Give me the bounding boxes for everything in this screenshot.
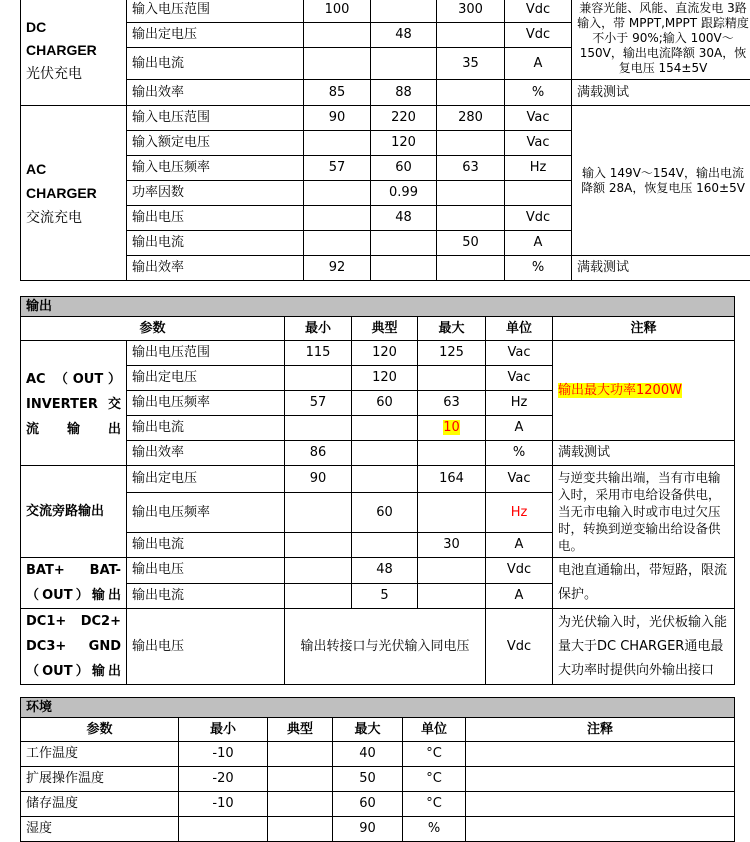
ac-typ: 48	[371, 206, 437, 231]
header-unit: 单位	[486, 317, 553, 341]
bat-typ: 48	[352, 558, 418, 584]
inverter-min	[285, 366, 352, 391]
input-table	[20, 0, 750, 281]
inverter-max: 63	[418, 391, 486, 416]
ac-unit: Vac	[505, 106, 572, 131]
dc-min	[304, 48, 371, 80]
env-param: 湿度	[21, 817, 179, 842]
env-header-param: 参数	[21, 718, 179, 742]
bypass-typ	[352, 466, 418, 493]
dc-charger-group	[21, 0, 127, 106]
dc-out-unit: Vdc	[486, 609, 553, 685]
inverter-typ	[352, 441, 418, 466]
env-typ	[268, 792, 333, 817]
env-min: -10	[179, 792, 268, 817]
bypass-group: 交流旁路输出	[21, 466, 127, 558]
inverter-param: 输出定电压	[127, 366, 285, 391]
dc-unit: Vdc	[505, 23, 572, 48]
inverter-param: 输出效率	[127, 441, 285, 466]
env-max: 50	[333, 767, 403, 792]
dc-charger-label-cn: 光伏充电	[26, 62, 121, 85]
inverter-eff-note: 满载测试	[553, 441, 735, 466]
inverter-typ: 120	[352, 366, 418, 391]
inverter-note-cell	[553, 341, 735, 441]
output-section-title: 输出	[21, 297, 735, 317]
inverter-unit: Hz	[486, 391, 553, 416]
ac-min	[304, 206, 371, 231]
dc-unit: A	[505, 48, 572, 80]
ac-unit	[505, 181, 572, 206]
inverter-note: 输出最大功率1200W	[558, 383, 682, 398]
ac-typ	[371, 231, 437, 256]
ac-typ: 60	[371, 156, 437, 181]
dc-eff-note: 满载测试	[572, 80, 750, 106]
ac-param: 输入额定电压	[127, 131, 304, 156]
env-min: -10	[179, 742, 268, 767]
env-header-max: 最大	[333, 718, 403, 742]
ac-typ	[371, 256, 437, 281]
inverter-param: 输出电压频率	[127, 391, 285, 416]
bat-group: BAT+ BAT-（OUT）输出	[21, 558, 127, 609]
ac-param: 功率因数	[127, 181, 304, 206]
ac-param: 输出效率	[127, 256, 304, 281]
bypass-min: 90	[285, 466, 352, 493]
dc-max: 300	[437, 0, 505, 23]
env-max: 90	[333, 817, 403, 842]
dc-typ: 88	[371, 80, 437, 106]
inverter-max	[418, 441, 486, 466]
inverter-group: AC （OUT）INVERTER 交流输出	[21, 341, 127, 466]
env-min	[179, 817, 268, 842]
bypass-typ: 60	[352, 493, 418, 533]
header-note: 注释	[553, 317, 735, 341]
dc-min: 100	[304, 0, 371, 23]
ac-unit: Vac	[505, 131, 572, 156]
header-max: 最大	[418, 317, 486, 341]
bypass-unit: A	[486, 533, 553, 558]
ac-max	[437, 181, 505, 206]
bypass-param: 输出定电压	[127, 466, 285, 493]
ac-typ: 0.99	[371, 181, 437, 206]
inverter-unit: A	[486, 416, 553, 441]
env-param: 扩展操作温度	[21, 767, 179, 792]
env-max: 60	[333, 792, 403, 817]
bypass-min	[285, 493, 352, 533]
ac-max	[437, 256, 505, 281]
bat-unit: Vdc	[486, 558, 553, 584]
ac-charger-label-cn: 交流充电	[26, 205, 121, 229]
ac-param: 输出电流	[127, 231, 304, 256]
inverter-min: 57	[285, 391, 352, 416]
bat-note: 电池直通输出，带短路，限流保护。	[553, 558, 735, 609]
bypass-param: 输出电流	[127, 533, 285, 558]
env-typ	[268, 767, 333, 792]
ac-typ: 220	[371, 106, 437, 131]
ac-min	[304, 181, 371, 206]
env-max: 40	[333, 742, 403, 767]
dc-charger-label-2: CHARGER	[26, 39, 121, 62]
ac-unit: Vdc	[505, 206, 572, 231]
header-min: 最小	[285, 317, 352, 341]
ac-min: 90	[304, 106, 371, 131]
env-unit: %	[403, 817, 466, 842]
dc-typ	[371, 48, 437, 80]
ac-min	[304, 131, 371, 156]
env-note	[466, 742, 735, 767]
env-unit: °C	[403, 792, 466, 817]
env-typ	[268, 742, 333, 767]
ac-min	[304, 231, 371, 256]
env-param: 储存温度	[21, 792, 179, 817]
inverter-unit: %	[486, 441, 553, 466]
inverter-max: 125	[418, 341, 486, 366]
ac-min: 92	[304, 256, 371, 281]
dc-note: 兼容光能、风能、直流发电 3路输入，带 MPPT,MPPT 跟踪精度不小于 90%;输入 100V～150V，输出电流降额 30A，恢复电压 154±5V	[572, 0, 750, 80]
ac-eff-note: 满载测试	[572, 256, 750, 281]
bat-max	[418, 558, 486, 584]
env-header-min: 最小	[179, 718, 268, 742]
output-table	[20, 296, 735, 685]
env-header-note: 注释	[466, 718, 735, 742]
dc-typ	[371, 0, 437, 23]
bypass-unit: Hz	[486, 493, 553, 533]
dc-param: 输出电流	[127, 48, 304, 80]
dc-out-param: 输出电压	[127, 609, 285, 685]
dc-unit: Vdc	[505, 0, 572, 23]
header-typ: 典型	[352, 317, 418, 341]
inverter-min	[285, 416, 352, 441]
inverter-min: 86	[285, 441, 352, 466]
env-typ	[268, 817, 333, 842]
ac-typ: 120	[371, 131, 437, 156]
env-note	[466, 792, 735, 817]
ac-charger-group	[21, 106, 127, 281]
bat-typ: 5	[352, 583, 418, 609]
bat-param: 输出电流	[127, 583, 285, 609]
env-table	[20, 697, 735, 842]
env-section-title: 环境	[21, 698, 735, 718]
ac-max: 280	[437, 106, 505, 131]
ac-param: 输入电压范围	[127, 106, 304, 131]
dc-min	[304, 23, 371, 48]
dc-max	[437, 23, 505, 48]
inverter-typ: 60	[352, 391, 418, 416]
dc-param: 输出定电压	[127, 23, 304, 48]
bat-min	[285, 558, 352, 584]
env-param: 工作温度	[21, 742, 179, 767]
dc-param: 输入电压范围	[127, 0, 304, 23]
dc-out-group: DC1+ DC2+ DC3+ GND （OUT）输出	[21, 609, 127, 685]
env-header-typ: 典型	[268, 718, 333, 742]
inverter-unit: Vac	[486, 366, 553, 391]
bypass-max: 164	[418, 466, 486, 493]
ac-note: 输入 149V～154V，输出电流降额 28A，恢复电压 160±5V	[572, 106, 750, 256]
env-note	[466, 767, 735, 792]
dc-max: 35	[437, 48, 505, 80]
inverter-min: 115	[285, 341, 352, 366]
ac-max	[437, 206, 505, 231]
bypass-typ	[352, 533, 418, 558]
inverter-max: 10	[443, 420, 460, 435]
inverter-typ: 120	[352, 341, 418, 366]
bat-max	[418, 583, 486, 609]
env-unit: °C	[403, 742, 466, 767]
dc-max	[437, 80, 505, 106]
ac-max: 50	[437, 231, 505, 256]
inverter-param: 输出电流	[127, 416, 285, 441]
ac-charger-label-2: CHARGER	[26, 181, 121, 205]
inverter-max-cell	[418, 416, 486, 441]
inverter-max	[418, 366, 486, 391]
bat-unit: A	[486, 583, 553, 609]
ac-max	[437, 131, 505, 156]
bat-param: 输出电压	[127, 558, 285, 584]
env-header-unit: 单位	[403, 718, 466, 742]
dc-unit: %	[505, 80, 572, 106]
env-unit: °C	[403, 767, 466, 792]
inverter-param: 输出电压范围	[127, 341, 285, 366]
bypass-max: 30	[418, 533, 486, 558]
ac-min: 57	[304, 156, 371, 181]
dc-param: 输出效率	[127, 80, 304, 106]
ac-charger-label-1: AC	[26, 157, 121, 181]
ac-max: 63	[437, 156, 505, 181]
bypass-min	[285, 533, 352, 558]
header-param: 参数	[21, 317, 285, 341]
ac-unit: %	[505, 256, 572, 281]
bat-min	[285, 583, 352, 609]
dc-typ: 48	[371, 23, 437, 48]
dc-out-note: 为光伏输入时，光伏板输入能量大于DC CHARGER通电最大功率时提供向外输出接口	[553, 609, 735, 685]
bypass-unit: Vac	[486, 466, 553, 493]
inverter-unit: Vac	[486, 341, 553, 366]
bypass-note: 与逆变共输出端，当有市电输入时，采用市电给设备供电，当无市电输入时或市电过欠压时，转换到逆变输出给设备供电。	[553, 466, 735, 558]
inverter-typ	[352, 416, 418, 441]
bypass-param: 输出电压频率	[127, 493, 285, 533]
ac-param: 输出电压	[127, 206, 304, 231]
ac-unit: A	[505, 231, 572, 256]
env-min: -20	[179, 767, 268, 792]
bypass-max	[418, 493, 486, 533]
dc-min: 85	[304, 80, 371, 106]
ac-unit: Hz	[505, 156, 572, 181]
dc-charger-label-1: DC	[26, 16, 121, 39]
dc-out-value: 输出转接口与光伏输入同电压	[285, 609, 486, 685]
ac-param: 输入电压频率	[127, 156, 304, 181]
env-note	[466, 817, 735, 842]
